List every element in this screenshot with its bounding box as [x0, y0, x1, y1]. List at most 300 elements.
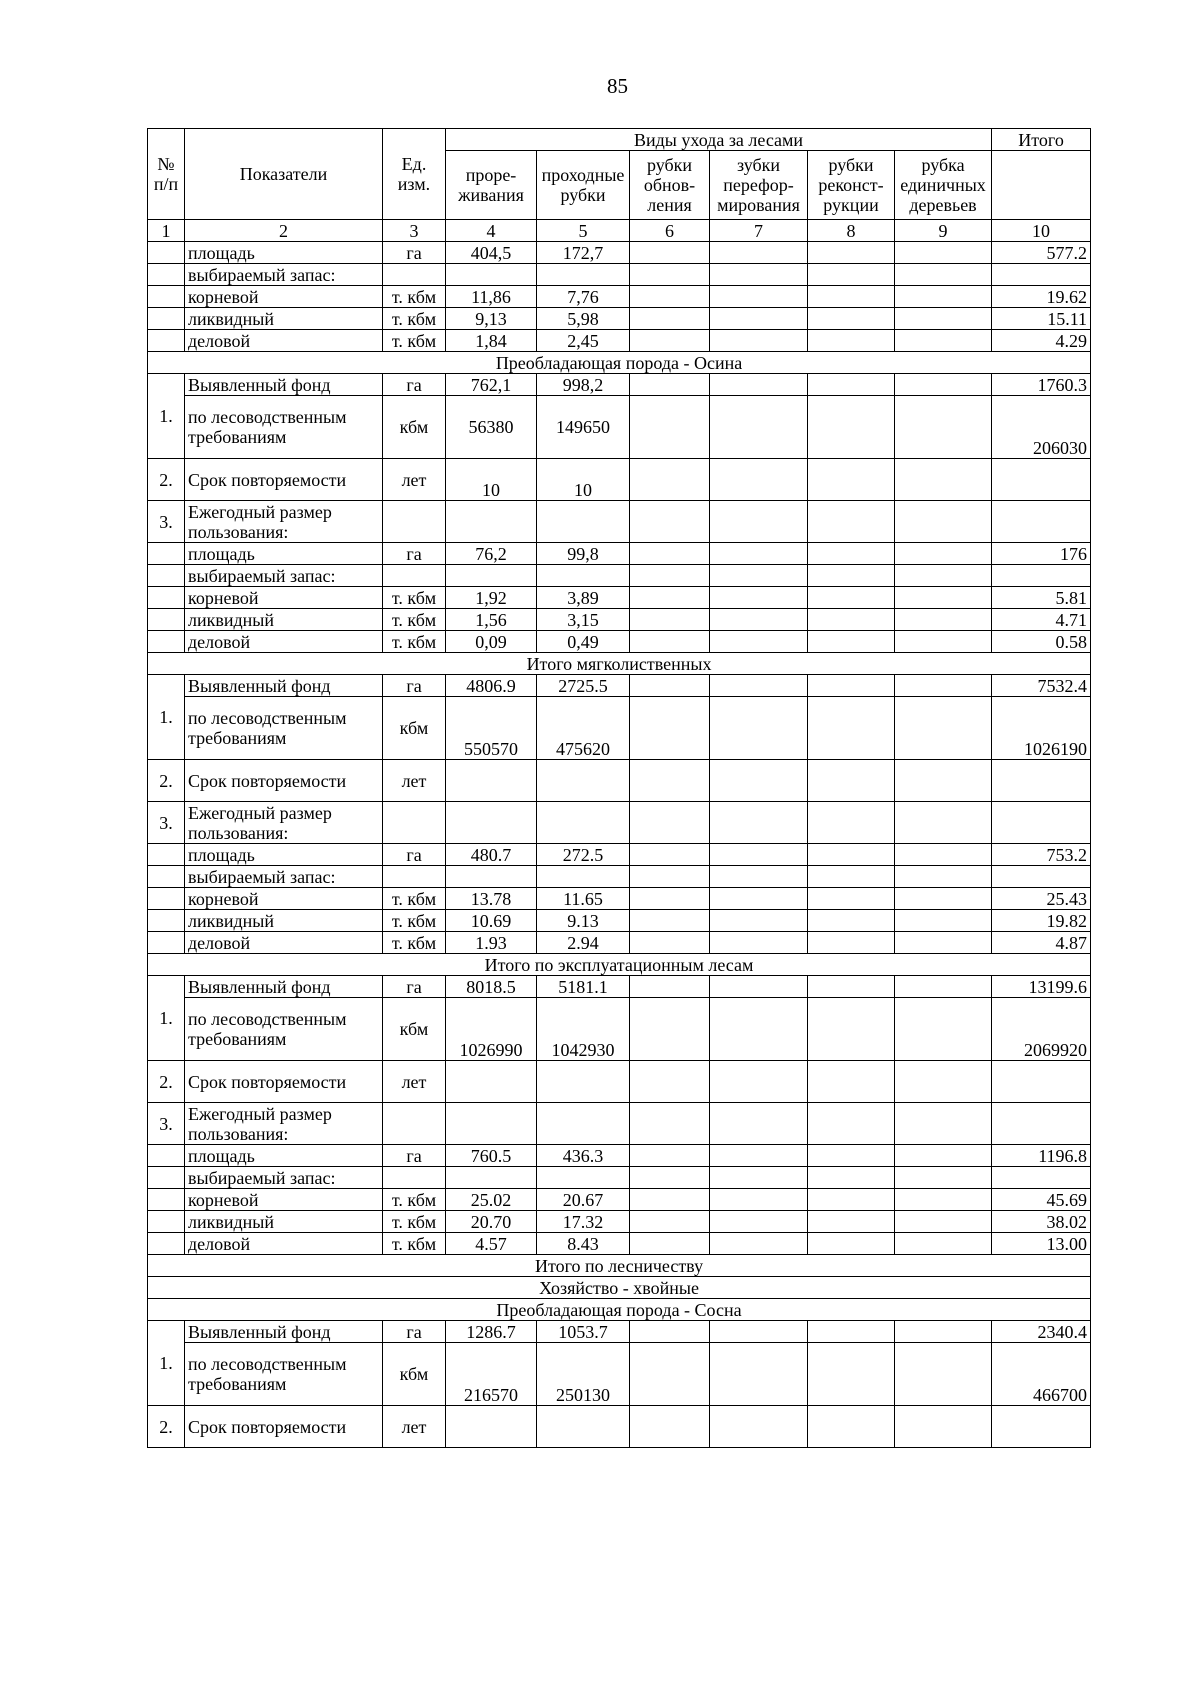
term-label: Срок повторяемости [185, 459, 383, 501]
cell-empty [710, 286, 808, 308]
table-row [148, 308, 1091, 330]
cell-empty [710, 802, 808, 844]
column-number: 4 [446, 220, 537, 242]
cell-empty [808, 587, 895, 609]
cell-empty [630, 587, 710, 609]
cell-empty [895, 374, 992, 396]
cell-total: 15.11 [992, 308, 1091, 330]
cell-empty [630, 242, 710, 264]
table-row [148, 910, 1091, 932]
cell-empty [808, 631, 895, 653]
cell-empty [808, 1167, 895, 1189]
term-passage-cut: 10 [537, 459, 630, 501]
row-unit: т. кбм [383, 1233, 446, 1255]
cell-total: 13.00 [992, 1233, 1091, 1255]
cell-empty [895, 910, 992, 932]
cell-empty [710, 631, 808, 653]
cell-empty [383, 1103, 446, 1145]
cell-empty [895, 1189, 992, 1211]
cell-empty [808, 1103, 895, 1145]
cell-empty [710, 308, 808, 330]
row-label: выбираемый запас: [185, 565, 383, 587]
term-row [148, 760, 1091, 802]
cell-empty [383, 501, 446, 543]
fund-volume-thinning: 550570 [446, 697, 537, 760]
term-thinning: 10 [446, 459, 537, 501]
row-label: площадь [185, 1145, 383, 1167]
cell-empty [808, 543, 895, 565]
row-number-cell [148, 565, 185, 587]
fund-area-thinning: 1286.7 [446, 1321, 537, 1343]
cell-empty [992, 459, 1091, 501]
cell-total: 4.87 [992, 932, 1091, 954]
cell-empty [808, 1211, 895, 1233]
section-title: Итого по лесничеству [148, 1255, 1091, 1277]
fund-volume-row [148, 697, 1091, 760]
row-unit: т. кбм [383, 308, 446, 330]
fund-label: Выявленный фонд [185, 976, 383, 998]
table-row [148, 565, 1091, 587]
cell-empty [710, 1406, 808, 1448]
cell-passage-cut: 11.65 [537, 888, 630, 910]
section-row [148, 954, 1091, 976]
cell-empty [630, 932, 710, 954]
cell-passage-cut: 8.43 [537, 1233, 630, 1255]
cell-empty [630, 374, 710, 396]
term-unit: лет [383, 459, 446, 501]
term-thinning [446, 760, 537, 802]
cell-empty [630, 330, 710, 352]
fund-unit-area: га [383, 374, 446, 396]
column-number: 6 [630, 220, 710, 242]
row-unit: га [383, 242, 446, 264]
row-number-cell [148, 308, 185, 330]
fund-volume-total: 1026190 [992, 697, 1091, 760]
fund-area-total: 13199.6 [992, 976, 1091, 998]
fund-row [148, 675, 1091, 697]
section-title: Хозяйство - хвойные [148, 1277, 1091, 1299]
cell-thinning: 1,56 [446, 609, 537, 631]
fund-label: Выявленный фонд [185, 675, 383, 697]
section-row [148, 1277, 1091, 1299]
fund-volume-row [148, 998, 1091, 1061]
cell-empty [630, 501, 710, 543]
cell-empty [808, 675, 895, 697]
page-number: 85 [607, 74, 628, 98]
cell-thinning: 1,84 [446, 330, 537, 352]
cell-total: 5.81 [992, 587, 1091, 609]
header-col-6: рубки обнов- ления [630, 151, 710, 220]
item-number: 3. [148, 802, 185, 844]
cell-empty [630, 844, 710, 866]
cell-passage-cut: 436.3 [537, 1145, 630, 1167]
cell-total: 0.58 [992, 631, 1091, 653]
cell-empty [710, 866, 808, 888]
cell-empty [630, 976, 710, 998]
cell-thinning: 20.70 [446, 1211, 537, 1233]
row-label: деловой [185, 631, 383, 653]
fund-label: Выявленный фонд [185, 1321, 383, 1343]
cell-empty [808, 866, 895, 888]
fund-label: Выявленный фонд [185, 374, 383, 396]
cell-empty [710, 1233, 808, 1255]
cell-passage-cut [537, 866, 630, 888]
cell-total: 176 [992, 543, 1091, 565]
cell-empty [895, 1406, 992, 1448]
section-title: Итого мягколиственных [148, 653, 1091, 675]
cell-total [992, 866, 1091, 888]
row-unit: т. кбм [383, 1211, 446, 1233]
table-row [148, 932, 1091, 954]
cell-empty [895, 675, 992, 697]
term-unit: лет [383, 760, 446, 802]
cell-empty [710, 501, 808, 543]
cell-passage-cut: 20.67 [537, 1189, 630, 1211]
row-number-cell [148, 844, 185, 866]
cell-empty [710, 242, 808, 264]
fund-area-passage-cut: 1053.7 [537, 1321, 630, 1343]
cell-empty [808, 565, 895, 587]
item-number: 1. [148, 374, 185, 459]
cell-empty [895, 1321, 992, 1343]
cell-empty [895, 459, 992, 501]
cell-empty [710, 587, 808, 609]
cell-total [992, 1167, 1091, 1189]
cell-thinning [446, 565, 537, 587]
fund-volume-passage-cut: 250130 [537, 1343, 630, 1406]
cell-empty [895, 1343, 992, 1406]
section-title: Преобладающая порода - Сосна [148, 1299, 1091, 1321]
cell-empty [710, 1211, 808, 1233]
row-label: ликвидный [185, 910, 383, 932]
term-passage-cut [537, 760, 630, 802]
table-row [148, 1211, 1091, 1233]
table-row [148, 1167, 1091, 1189]
cell-empty [895, 330, 992, 352]
row-unit [383, 866, 446, 888]
fund-area-thinning: 8018.5 [446, 976, 537, 998]
row-number-cell [148, 866, 185, 888]
row-unit: га [383, 1145, 446, 1167]
row-number-cell [148, 932, 185, 954]
cell-empty [895, 1211, 992, 1233]
cell-thinning [446, 866, 537, 888]
cell-empty [992, 760, 1091, 802]
term-row [148, 459, 1091, 501]
cell-empty [446, 1103, 537, 1145]
table-row [148, 631, 1091, 653]
cell-passage-cut [537, 1167, 630, 1189]
cell-empty [808, 998, 895, 1061]
cell-empty [710, 1321, 808, 1343]
cell-empty [630, 697, 710, 760]
cell-empty [895, 866, 992, 888]
fund-row [148, 374, 1091, 396]
cell-total: 45.69 [992, 1189, 1091, 1211]
cell-empty [630, 1211, 710, 1233]
cell-empty [895, 264, 992, 286]
cell-total: 38.02 [992, 1211, 1091, 1233]
cell-empty [808, 242, 895, 264]
row-unit [383, 565, 446, 587]
cell-empty [808, 1145, 895, 1167]
table-row [148, 242, 1091, 264]
term-passage-cut [537, 1061, 630, 1103]
cell-passage-cut: 272.5 [537, 844, 630, 866]
term-thinning [446, 1061, 537, 1103]
cell-thinning: 76,2 [446, 543, 537, 565]
cell-empty [808, 308, 895, 330]
cell-empty [630, 1189, 710, 1211]
cell-empty [808, 1233, 895, 1255]
cell-empty [710, 697, 808, 760]
row-label: корневой [185, 587, 383, 609]
row-unit [383, 264, 446, 286]
header-no: № п/п [148, 129, 185, 220]
fund-volume-passage-cut: 149650 [537, 396, 630, 459]
row-unit: т. кбм [383, 286, 446, 308]
section-title: Преобладающая порода - Осина [148, 352, 1091, 374]
cell-empty [630, 998, 710, 1061]
cell-empty [808, 888, 895, 910]
cell-empty [895, 1103, 992, 1145]
cell-thinning [446, 1167, 537, 1189]
fund-volume-thinning: 216570 [446, 1343, 537, 1406]
cell-empty [630, 866, 710, 888]
row-label: площадь [185, 543, 383, 565]
column-number: 8 [808, 220, 895, 242]
fund-area-total: 1760.3 [992, 374, 1091, 396]
cell-thinning: 1.93 [446, 932, 537, 954]
forest-care-table [147, 128, 1091, 1448]
row-unit: т. кбм [383, 932, 446, 954]
cell-empty [808, 802, 895, 844]
annual-row [148, 501, 1091, 543]
row-unit: т. кбм [383, 910, 446, 932]
item-number: 3. [148, 501, 185, 543]
table-row [148, 1189, 1091, 1211]
cell-empty [710, 1061, 808, 1103]
section-title: Итого по эксплуатационным лесам [148, 954, 1091, 976]
term-row [148, 1406, 1091, 1448]
cell-empty [895, 286, 992, 308]
cell-thinning: 0,09 [446, 631, 537, 653]
cell-empty [895, 1145, 992, 1167]
section-row [148, 1255, 1091, 1277]
column-number: 3 [383, 220, 446, 242]
cell-thinning: 9,13 [446, 308, 537, 330]
cell-thinning: 1,92 [446, 587, 537, 609]
cell-empty [808, 697, 895, 760]
row-number-cell [148, 242, 185, 264]
cell-empty [895, 501, 992, 543]
row-number-cell [148, 587, 185, 609]
section-row [148, 1299, 1091, 1321]
fund-unit-area: га [383, 675, 446, 697]
cell-empty [630, 1145, 710, 1167]
row-unit [383, 1167, 446, 1189]
table-row [148, 543, 1091, 565]
row-unit: т. кбм [383, 631, 446, 653]
cell-empty [710, 932, 808, 954]
row-label: корневой [185, 1189, 383, 1211]
cell-empty [710, 459, 808, 501]
fund-row [148, 976, 1091, 998]
row-number-cell [148, 631, 185, 653]
term-thinning [446, 1406, 537, 1448]
fund-row [148, 1321, 1091, 1343]
row-unit: т. кбм [383, 888, 446, 910]
row-label: деловой [185, 330, 383, 352]
annual-row [148, 1103, 1091, 1145]
cell-empty [710, 264, 808, 286]
cell-empty [992, 1406, 1091, 1448]
cell-empty [992, 1061, 1091, 1103]
cell-empty [710, 543, 808, 565]
cell-empty [808, 1189, 895, 1211]
cell-total: 577.2 [992, 242, 1091, 264]
cell-empty [630, 910, 710, 932]
cell-empty [630, 609, 710, 631]
cell-empty [895, 396, 992, 459]
cell-passage-cut: 17.32 [537, 1211, 630, 1233]
cell-thinning: 404,5 [446, 242, 537, 264]
row-number-cell [148, 1211, 185, 1233]
cell-empty [710, 609, 808, 631]
fund-area-thinning: 762,1 [446, 374, 537, 396]
fund-volume-total: 466700 [992, 1343, 1091, 1406]
fund-area-total: 2340.4 [992, 1321, 1091, 1343]
cell-passage-cut: 172,7 [537, 242, 630, 264]
fund-unit-volume: кбм [383, 396, 446, 459]
section-row [148, 352, 1091, 374]
cell-empty [710, 1167, 808, 1189]
cell-empty [808, 286, 895, 308]
row-number-cell [148, 888, 185, 910]
fund-volume-row [148, 1343, 1091, 1406]
header-col-5: проходные рубки [537, 151, 630, 220]
cell-empty [710, 675, 808, 697]
cell-empty [808, 1061, 895, 1103]
cell-passage-cut: 9.13 [537, 910, 630, 932]
cell-empty [808, 609, 895, 631]
cell-total: 25.43 [992, 888, 1091, 910]
cell-empty [895, 1167, 992, 1189]
row-label: площадь [185, 242, 383, 264]
cell-thinning: 11,86 [446, 286, 537, 308]
cell-empty [710, 330, 808, 352]
cell-empty [630, 675, 710, 697]
row-unit: га [383, 844, 446, 866]
row-number-cell [148, 910, 185, 932]
cell-empty [808, 374, 895, 396]
cell-empty [895, 308, 992, 330]
annual-label: Ежегодный размер пользования: [185, 802, 383, 844]
column-number: 5 [537, 220, 630, 242]
cell-total: 19.82 [992, 910, 1091, 932]
row-number-cell [148, 609, 185, 631]
fund-label-continued: по лесоводственным требованиям [185, 1343, 383, 1406]
column-number: 7 [710, 220, 808, 242]
header-col-10 [992, 151, 1091, 220]
row-label: выбираемый запас: [185, 866, 383, 888]
cell-empty [710, 1189, 808, 1211]
cell-empty [630, 543, 710, 565]
item-number: 1. [148, 675, 185, 760]
fund-area-total: 7532.4 [992, 675, 1091, 697]
header-indicators: Показатели [185, 129, 383, 220]
column-number-row [148, 220, 1091, 242]
fund-label-continued: по лесоводственным требованиям [185, 697, 383, 760]
cell-empty [710, 565, 808, 587]
cell-empty [895, 760, 992, 802]
table-row [148, 1233, 1091, 1255]
column-number: 9 [895, 220, 992, 242]
cell-empty [630, 1321, 710, 1343]
cell-empty [895, 242, 992, 264]
row-label: корневой [185, 286, 383, 308]
cell-empty [808, 932, 895, 954]
cell-empty [808, 264, 895, 286]
cell-empty [895, 802, 992, 844]
cell-thinning: 480.7 [446, 844, 537, 866]
row-label: ликвидный [185, 1211, 383, 1233]
item-number: 3. [148, 1103, 185, 1145]
term-row [148, 1061, 1091, 1103]
fund-unit-volume: кбм [383, 998, 446, 1061]
fund-volume-row [148, 396, 1091, 459]
cell-empty [710, 1343, 808, 1406]
cell-passage-cut: 0,49 [537, 631, 630, 653]
annual-label: Ежегодный размер пользования: [185, 501, 383, 543]
cell-empty [537, 501, 630, 543]
fund-label-continued: по лесоводственным требованиям [185, 998, 383, 1061]
fund-unit-volume: кбм [383, 1343, 446, 1406]
column-number: 10 [992, 220, 1091, 242]
cell-empty [710, 998, 808, 1061]
row-label: деловой [185, 1233, 383, 1255]
cell-empty [895, 543, 992, 565]
table-row [148, 888, 1091, 910]
row-number-cell [148, 1145, 185, 1167]
cell-empty [895, 1233, 992, 1255]
term-passage-cut [537, 1406, 630, 1448]
fund-unit-area: га [383, 1321, 446, 1343]
cell-total: 4.71 [992, 609, 1091, 631]
cell-passage-cut [537, 264, 630, 286]
row-label: деловой [185, 932, 383, 954]
cell-thinning: 25.02 [446, 1189, 537, 1211]
cell-total: 19.62 [992, 286, 1091, 308]
cell-empty [630, 1103, 710, 1145]
cell-total: 4.29 [992, 330, 1091, 352]
fund-area-passage-cut: 998,2 [537, 374, 630, 396]
term-label: Срок повторяемости [185, 1406, 383, 1448]
row-number-cell [148, 330, 185, 352]
row-label: площадь [185, 844, 383, 866]
cell-empty [630, 565, 710, 587]
cell-thinning: 760.5 [446, 1145, 537, 1167]
fund-volume-total: 2069920 [992, 998, 1091, 1061]
cell-passage-cut: 2.94 [537, 932, 630, 954]
cell-empty [630, 1061, 710, 1103]
row-label: выбираемый запас: [185, 1167, 383, 1189]
cell-empty [895, 888, 992, 910]
item-number: 2. [148, 1061, 185, 1103]
row-unit: т. кбм [383, 330, 446, 352]
term-unit: лет [383, 1406, 446, 1448]
cell-empty [992, 1103, 1091, 1145]
